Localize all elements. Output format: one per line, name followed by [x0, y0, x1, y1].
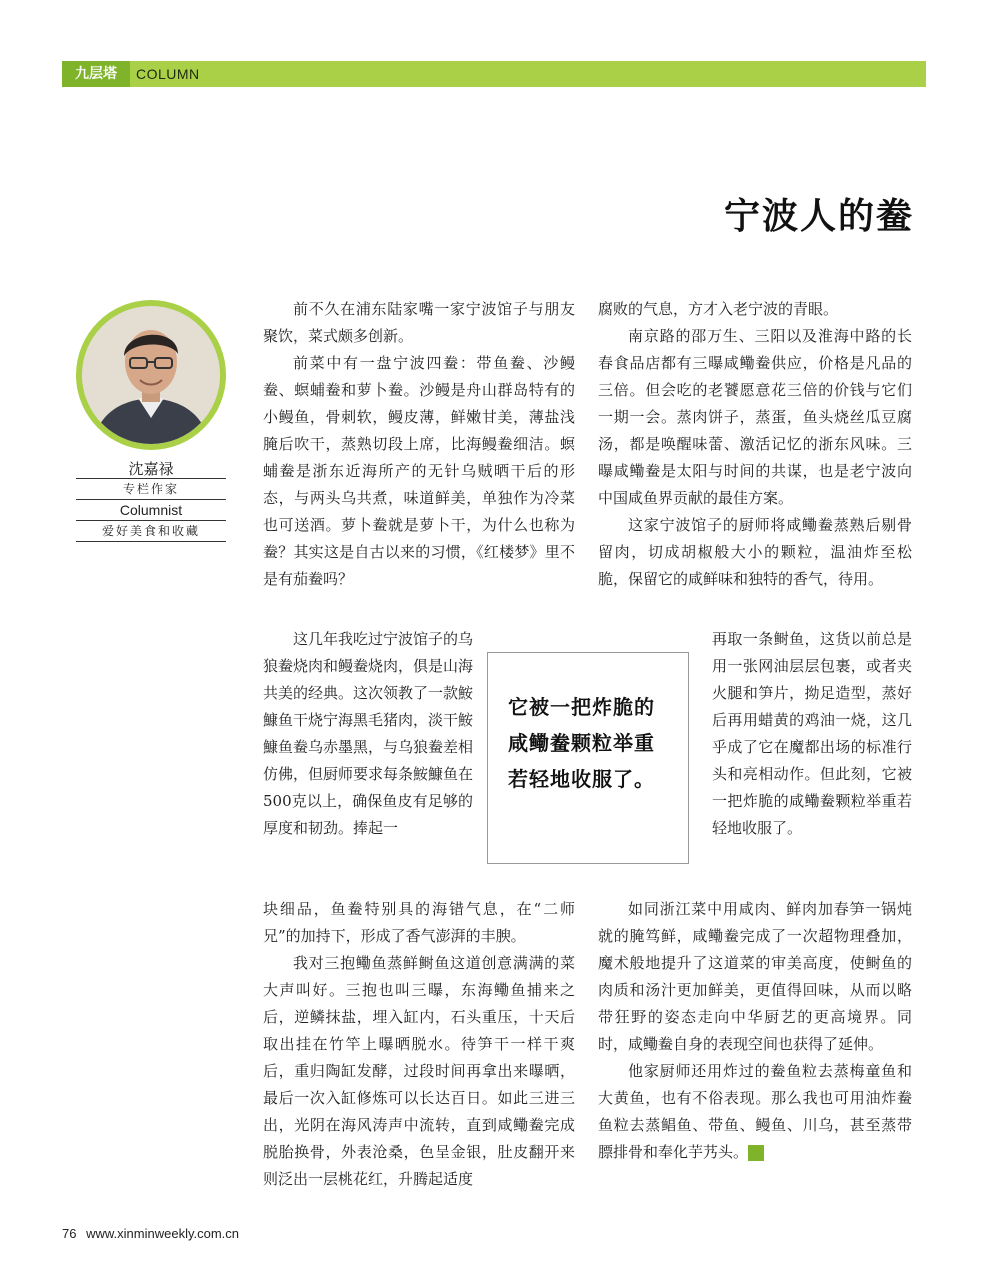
column-label: COLUMN — [136, 66, 200, 82]
paragraph: 腐败的气息，方才入老宁波的青眼。 — [598, 300, 839, 318]
author-photo-frame — [76, 300, 226, 450]
column-one-bottom — [263, 896, 575, 1193]
paragraph: 前不久在浦东陆家嘴一家宁波馆子与朋友聚饮，菜式颇多创新。 — [263, 300, 575, 345]
paragraph: 如同浙江菜中用咸肉、鲜肉加春笋一锅炖就的腌笃鲜，咸鳓鲞完成了一次超物理叠加，魔术般地提升了这道菜的审美高度，使鲥鱼的肉质和汤汁更加鲜美，更值得回味，从而以略带狂野的姿态走向中华厨艺的更高境界。同时，咸鳓鲞自身的表现空间也获得了延伸。 — [598, 900, 912, 1053]
author-photo — [82, 306, 220, 444]
author-name: 沈嘉禄 — [128, 460, 174, 478]
column-tag: 九层塔 — [62, 61, 130, 87]
author-role-en: Columnist — [76, 500, 226, 521]
paragraph: 我对三抱鳓鱼蒸鲜鲥鱼这道创意满满的菜大声叫好。三抱也叫三曝，东海鳓鱼捕来之后，逆鳞抹盐，埋入缸内，石头重压，十天后取出挂在竹竿上曝晒脱水。待笋干一样干爽后，重归陶缸发酵，过段时间再拿出来曝晒，最后一次入缸修炼可以长达百日。如此三进三出，光阴在海风涛声中流转，直到咸鳓鲞完成脱胎换骨，外表沧桑，色呈金银，肚皮翻开来则泛出一层桃花红，升腾起适度 — [263, 954, 575, 1188]
paragraph: 这家宁波馆子的厨师将咸鳓鲞蒸熟后剔骨留肉，切成胡椒般大小的颗粒，温油炸至松脆，保留它的咸鲜味和独特的香气，待用。 — [598, 516, 912, 588]
column-two-bottom — [598, 896, 912, 1166]
pull-quote-text: 它被一把炸脆的咸鳓鲞颗粒举重若轻地收服了。 — [508, 695, 655, 791]
paragraph — [598, 1058, 912, 1166]
article-title: 宁波人的鲞 — [723, 196, 914, 237]
website-url: www.xinminweekly.com.cn — [86, 1226, 240, 1241]
column-header-bar — [62, 61, 926, 87]
paragraph: 南京路的邵万生、三阳以及淮海中路的长春食品店都有三曝咸鳓鲞供应，价格是凡品的三倍。但会吃的老饕愿意花三倍的价钱与它们一期一会。蒸肉饼子，蒸蛋，鱼头烧丝瓜豆腐汤，都是唤醒味蕾、激活记忆的浙东风味。三曝咸鳓鲞是太阳与时间的共谋，也是老宁波向中国咸鱼界贡献的最佳方案。 — [598, 327, 912, 507]
pull-quote-box — [487, 652, 689, 864]
author-role-cn: 专栏作家 — [76, 479, 226, 500]
column-one-top — [263, 296, 575, 593]
column-two-wrap — [712, 626, 912, 842]
paragraph: 再取一条鲥鱼，这货以前总是用一张网油层层包裹，或者夹火腿和笋片，拗足造型，蒸好后再用蜡黄的鸡油一烧，这几乎成了它在魔都出场的标准行头和亮相动作。但此刻，它被一把炸脆的咸鳓鲞颗粒举重若轻地收服了。 — [712, 630, 912, 837]
author-info-box — [76, 478, 226, 542]
paragraph-text: 他家厨师还用炸过的鲞鱼粒去蒸梅童鱼和大黄鱼，也有不俗表现。那么我也可用油炸鲞鱼粒去蒸鲳鱼、带鱼、鳗鱼、川乌，甚至蒸带膘排骨和奉化芋艿头。 — [598, 1062, 912, 1161]
column-two-top — [598, 296, 912, 593]
author-hobby: 爱好美食和收藏 — [101, 524, 200, 538]
page-footer — [62, 1226, 239, 1241]
page-number: 76 — [62, 1226, 77, 1241]
column-one-wrap — [263, 626, 473, 842]
paragraph: 这几年我吃过宁波馆子的乌狼鲞烧肉和鳗鲞烧肉，俱是山海共美的经典。这次领教了一款鮟鱇鱼干烧宁海黑毛猪肉，淡干鮟鱇鱼鲞乌赤墨黑，与乌狼鲞差相仿佛，但厨师要求每条鮟鱇鱼在500克以上，确保鱼皮有足够的厚度和韧劲。捧起一 — [263, 630, 474, 837]
paragraph: 块细品，鱼鲞特别具的海错气息，在“二师兄”的加持下，形成了香气澎湃的丰腴。 — [263, 900, 575, 945]
end-mark-icon: 民 — [748, 1145, 764, 1161]
paragraph: 前菜中有一盘宁波四鲞：带鱼鲞、沙鳗鲞、螟蜅鲞和萝卜鲞。沙鳗是舟山群岛特有的小鳗鱼，骨刺软，鳗皮薄，鲜嫩甘美，薄盐浅腌后吹干，蒸熟切段上席，比海鳗鲞细洁。螟蜅鲞是浙东近海所产的无针乌贼晒干后的形态，与两头乌共煮，味道鲜美，单独作为冷菜也可送酒。萝卜鲞就是萝卜干，为什么也称为鲞？其实这是自古以来的习惯，《红楼梦》里不是有茄鲞吗？ — [263, 354, 575, 588]
